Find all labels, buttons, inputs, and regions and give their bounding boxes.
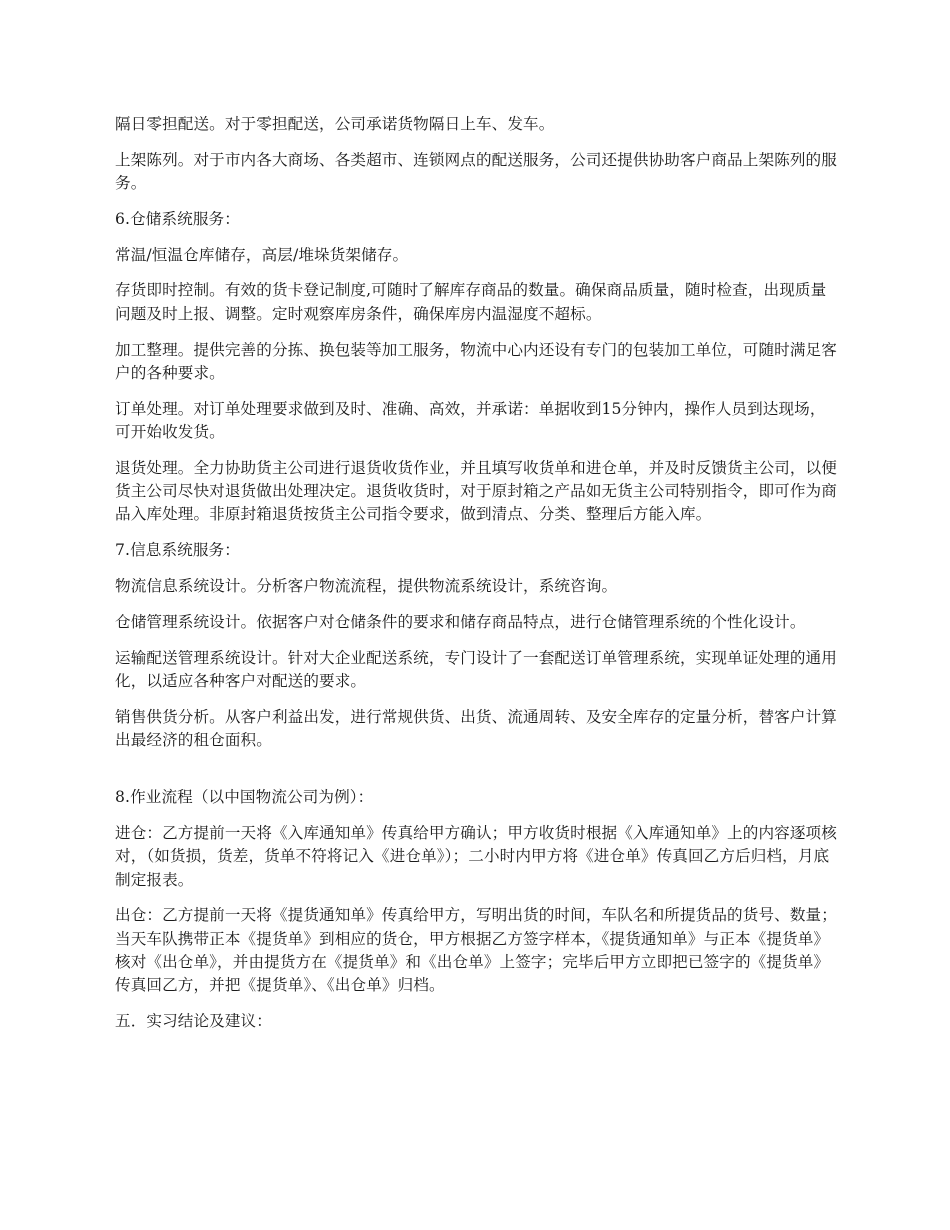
document-body (115, 113, 840, 1046)
paragraph-order-processing: 订单处理。对订单处理要求做到及时、准确、高效，并承诺：单据收到15分钟内，操作人员到达现场，可开始收发货。 (115, 399, 826, 441)
heading-information-services: 7.信息系统服务： (115, 541, 240, 560)
paragraph-delivery-management-design: 运输配送管理系统设计。针对大企业配送系统，专门设计了一套配送订单管理系统，实现单证处理的通用化，以适应各种客户对配送的要求。 (115, 648, 837, 690)
paragraph-shelf-display: 上架陈列。对于市内各大商场、各类超市、连锁网点的配送服务，公司还提供协助客户商品上架陈列的服务。 (115, 150, 837, 193)
paragraph-inventory-control: 存货即时控制。有效的货卡登记制度,可随时了解库存商品的数量。确保商品质量，随时检查，出现质量问题及时上报、调整。定时观察库房条件，确保库房内温湿度不超标。 (115, 281, 827, 323)
paragraph-returns-processing: 退货处理。全力协助货主公司进行退货收货作业，并且填写收货单和进仓单，并及时反馈货主公司，以便货主公司尽快对退货做出处理决定。退货收货时，对于原封箱之产品如无货主公司特别指令，即可作为商品入库处理。非原封箱退货按货主公司指令要求，做到清点、分类、整理后方能入库。 (115, 458, 837, 524)
heading-warehouse-services: 6.仓储系统服务： (115, 209, 240, 228)
paragraph-warehouse-management-design: 仓储管理系统设计。依据客户对仓储条件的要求和储存商品特点，进行仓储管理系统的个性化设计。 (115, 612, 806, 631)
paragraph-outbound: 出仓：乙方提前一天将《提货通知单》传真给甲方，写明出货的时间，车队名和所提货品的货号、数量；当天车队携带正本《提货单》到相应的货仓，甲方根据乙方签字样本，《提货通知单》与正本《提货单》核对《出仓单》，并由提货方在《提货单》和《出仓单》上签字；完毕后甲方立即把已签字的《提货单》传真回乙方，并把《提货单》、《出仓单》归档。 (115, 906, 837, 995)
paragraph-inbound: 进仓：乙方提前一天将《入库通知单》传真给甲方确认；甲方收货时根据《入库通知单》上的内容逐项核对，（如货损，货差，货单不符将记入《进仓单》）；二小时内甲方将《进仓单》传真回乙方后归档，月底制定报表。 (115, 824, 837, 889)
heading-conclusion: 五．实习结论及建议： (115, 1012, 272, 1031)
heading-workflow: 8.作业流程（以中国物流公司为例）： (115, 788, 374, 807)
paragraph-processing: 加工整理。提供完善的分拣、换包装等加工服务，物流中心内还设有专门的包装加工单位，可随时满足客户的各种要求。 (115, 340, 837, 382)
paragraph-next-day-delivery: 隔日零担配送。对于零担配送，公司承诺货物隔日上车、发车。 (115, 115, 555, 133)
paragraph-sales-supply-analysis: 销售供货分析。从客户利益出发，进行常规供货、出货、流通周转、及安全库存的定量分析，替客户计算出最经济的租仓面积。 (115, 707, 837, 749)
paragraph-storage-types: 常温/恒温仓库储存，高层/堆垛货架储存。 (115, 245, 409, 264)
paragraph-logistics-system-design: 物流信息系统设计。分析客户物流流程，提供物流系统设计，系统咨询。 (115, 576, 618, 595)
